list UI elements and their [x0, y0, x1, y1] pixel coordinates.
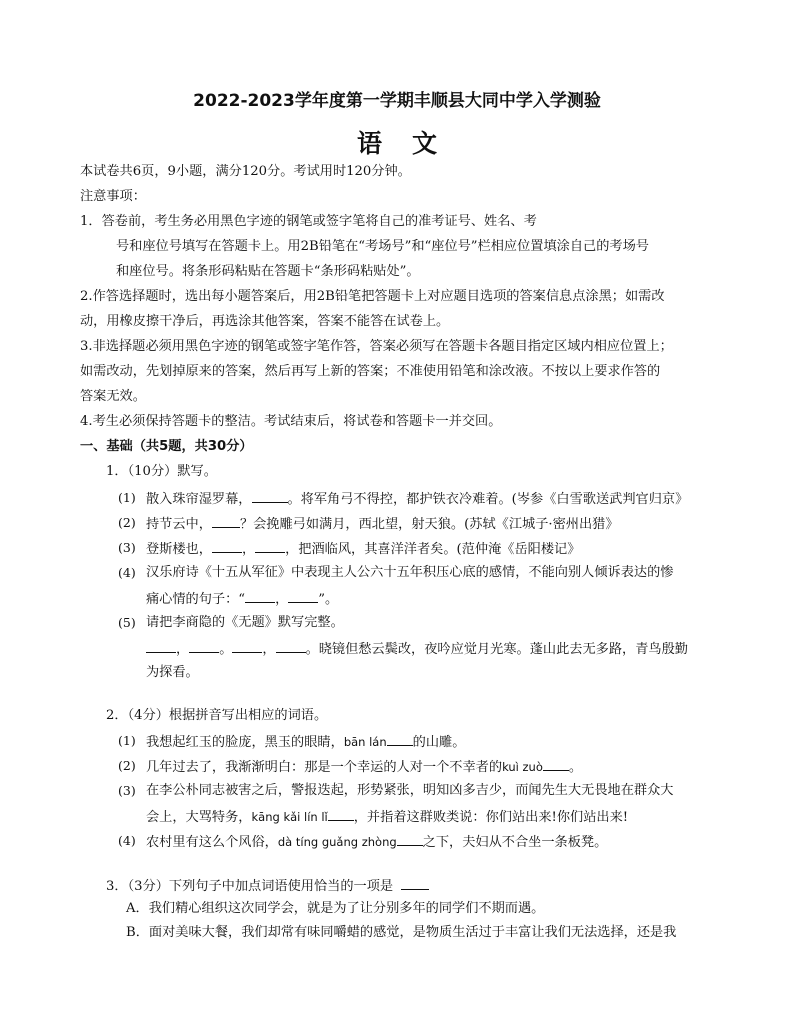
- note-line: 3.非选择题必须用黑色字迹的钢笔或签字笔作答，答案必须写在答题卡各题目指定区域内相应位置上；: [80, 339, 673, 354]
- item-number: (3): [118, 540, 136, 555]
- item-number: (1): [118, 490, 136, 505]
- q1-item-4-cont: 痛心情的句子：“ ， ”。: [146, 589, 338, 609]
- note-line: 答案无效。: [80, 389, 146, 404]
- answer-blank[interactable]: [146, 639, 176, 653]
- q1-item-4: 汉乐府诗《十五从军征》中表现主人公六十五年积压心底的感情，不能向别人倾诉表达的惨: [146, 565, 674, 580]
- option-a: A．我们精心组织这次同学会，就是为了让分别多年的同学们不期而遇。: [126, 901, 545, 916]
- q2-item-3: 在李公朴同志被害之后，警报迭起，形势紧张，明知凶多吉少，而闻先生大无畏地在群众大: [146, 783, 674, 798]
- note-line: 1．答卷前，考生务必用黑色字迹的钢笔或签字笔将自己的准考证号、姓名、考: [80, 214, 537, 229]
- note-line: 号和座位号填写在答题卡上。用2B铅笔在“考场号”和“座位号”栏相应位置填涂自己的考场号: [116, 239, 649, 254]
- answer-blank[interactable]: [245, 589, 275, 603]
- q1-item-5-end: 为探看。: [146, 665, 199, 680]
- item-number: (2): [118, 515, 136, 530]
- q1-item-1: 散入珠帘湿罗幕， 。将军角弓不得控，都护铁衣冷难着。(岑参《白雪歌送武判官归京》: [146, 489, 688, 509]
- answer-blank[interactable]: [288, 589, 318, 603]
- section-heading: 一、基础（共5题，共30分）: [80, 439, 253, 454]
- item-number: (5): [118, 615, 136, 630]
- note-line: 动，用橡皮擦干净后，再选涂其他答案，答案不能答在试卷上。: [80, 314, 450, 329]
- q1-item-5: 请把李商隐的《无题》默写完整。: [146, 615, 344, 630]
- question-1-stem: 1．（10分）默写。: [106, 464, 217, 479]
- answer-blank[interactable]: [189, 639, 219, 653]
- q2-item-3-cont: 会上，大骂特务，kāng kǎi lín lǐ ，并指着这群败类说：你们站出来!你们站出来!: [146, 807, 628, 827]
- note-line: 2.作答选择题时，选出每小题答案后，用2B铅笔把答题卡上对应题目选项的答案信息点涂黑；如需改: [80, 289, 665, 304]
- item-number: (4): [118, 565, 136, 580]
- item-number: (1): [118, 733, 136, 748]
- exam-summary: 本试卷共6页，9小题，满分120分。考试用时120分钟。: [80, 164, 411, 179]
- option-b: B．面对美味大餐，我们却常有味同嚼蜡的感觉，是物质生活过于丰富让我们无法选择，还是我: [126, 925, 677, 940]
- answer-blank[interactable]: [255, 539, 285, 553]
- question-2-stem: 2．（4分）根据拼音写出相应的词语。: [106, 708, 328, 723]
- item-number: (3): [118, 783, 136, 798]
- answer-blank[interactable]: [401, 876, 429, 890]
- answer-blank[interactable]: [543, 757, 569, 771]
- answer-blank[interactable]: [276, 639, 306, 653]
- answer-blank[interactable]: [387, 732, 413, 746]
- answer-blank[interactable]: [232, 639, 262, 653]
- q2-item-2: 几年过去了，我渐渐明白：那是一个幸运的人对一个不幸者的kuì zuò 。: [146, 757, 582, 777]
- answer-blank[interactable]: [212, 514, 240, 528]
- item-number: (4): [118, 833, 136, 848]
- item-number: (2): [118, 758, 136, 773]
- q1-item-2: 持节云中， ？会挽雕弓如满月，西北望，射天狼。(苏轼《江城子·密州出猎》: [146, 514, 619, 534]
- notes-title: 注意事项：: [80, 189, 146, 204]
- q2-item-4: 农村里有这么个风俗，dà tíng guǎng zhòng 之下，夫妇从不合坐一条板凳。: [146, 832, 607, 852]
- note-line: 和座位号。将条形码粘贴在答题卡“条形码粘贴处”。: [116, 264, 420, 279]
- question-3-stem: 3．（3分）下列句子中加点词语使用恰当的一项是: [106, 876, 429, 896]
- q2-item-1: 我想起红玉的脸庞，黑玉的眼睛，bān lán 的山雕。: [146, 732, 465, 752]
- exam-title: 2022-2023学年度第一学期丰顺县大同中学入学测验: [193, 91, 601, 111]
- note-line: 4.考生必须保持答题卡的整洁。考试结束后，将试卷和答题卡一并交回。: [80, 414, 502, 429]
- subject-title: 语文: [356, 129, 467, 158]
- note-line: 如需改动，先划掉原来的答案，然后再写上新的答案；不准使用铅笔和涂改液。不按以上要求作答的: [80, 364, 661, 379]
- q1-item-5-cont: ， 。 ， 。晓镜但愁云鬓改，夜吟应觉月光寒。蓬山此去无多路，青鸟殷勤: [146, 639, 688, 659]
- answer-blank[interactable]: [252, 489, 288, 503]
- answer-blank[interactable]: [212, 539, 242, 553]
- answer-blank[interactable]: [397, 832, 423, 846]
- answer-blank[interactable]: [328, 807, 354, 821]
- q1-item-3: 登斯楼也， ， ，把酒临风，其喜洋洋者矣。(范仲淹《岳阳楼记》: [146, 539, 580, 559]
